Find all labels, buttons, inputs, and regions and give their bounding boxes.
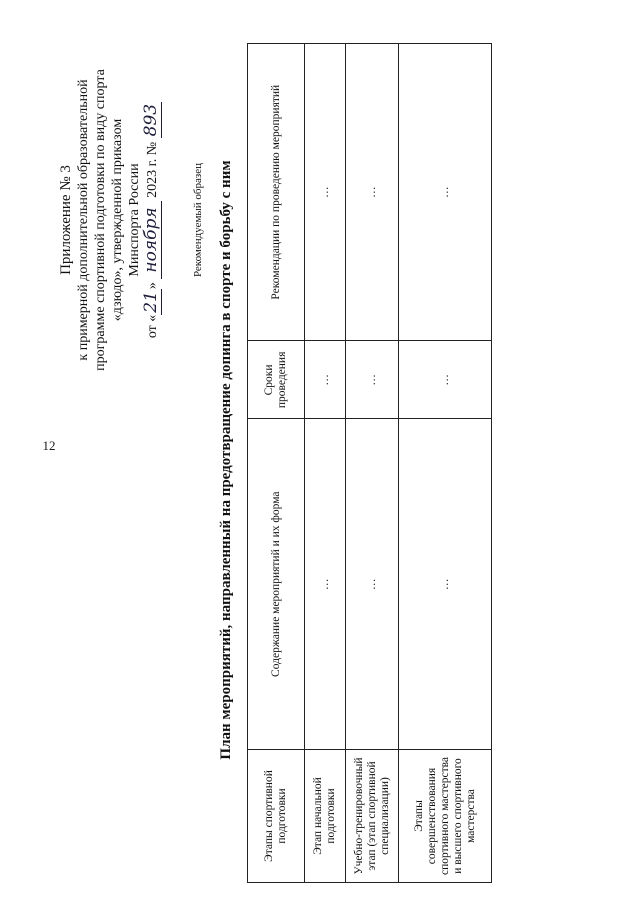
stage-cell: Этапы совершенствования спортивного мастерства и высшего спортивного мастерства [399, 749, 492, 882]
order-quote-close: » [145, 282, 160, 290]
recommendation-cell: … [346, 44, 399, 341]
order-year: 2023 г. № [145, 141, 160, 198]
appendix-line: к примерной дополнительной образовательной [76, 79, 91, 361]
order-prefix: от « [145, 314, 160, 339]
header-recommendations: Рекомендации по проведению мероприятий [248, 44, 305, 341]
document-sheet [50, 10, 630, 910]
table-row [305, 44, 346, 883]
order-day-handwritten: 21 [141, 291, 161, 313]
stage-cell: Учебно-тренировочный этап (этап спортивной специализации) [346, 749, 399, 882]
order-number-handwritten: 893 [141, 103, 161, 137]
recommendation-cell: … [399, 44, 492, 341]
appendix-title: Приложение № 3 [58, 165, 74, 275]
table-row [346, 44, 399, 883]
order-month-handwritten: ноября [141, 201, 162, 278]
sample-label: Рекомендуемый образец [192, 162, 204, 278]
plan-table [247, 43, 492, 883]
header-content: Содержание мероприятий и их форма [248, 419, 305, 750]
appendix-block [58, 10, 161, 430]
table-header-row [248, 44, 305, 883]
page-number: 12 [42, 438, 56, 453]
appendix-line: «дзюдо», утвержденной приказом [110, 118, 125, 322]
content-cell: … [346, 419, 399, 750]
appendix-line: Минспорта России [127, 163, 142, 277]
recommendation-cell: … [305, 44, 346, 341]
plan-title: План мероприятий, направленный на предотвращение допинга в спорте и борьбу с ним [218, 160, 234, 760]
table-row [399, 44, 492, 883]
term-cell: … [399, 341, 492, 419]
order-line [143, 10, 161, 430]
term-cell: … [346, 341, 399, 419]
term-cell: … [305, 341, 346, 419]
content-cell: … [305, 419, 346, 750]
appendix-line: программе спортивной подготовки по виду спорта [93, 69, 108, 371]
header-stages: Этапы спортивной подготовки [248, 749, 305, 882]
content-cell: … [399, 419, 492, 750]
header-terms: Сроки проведения [248, 341, 305, 419]
stage-cell: Этап начальной подготовки [305, 749, 346, 882]
